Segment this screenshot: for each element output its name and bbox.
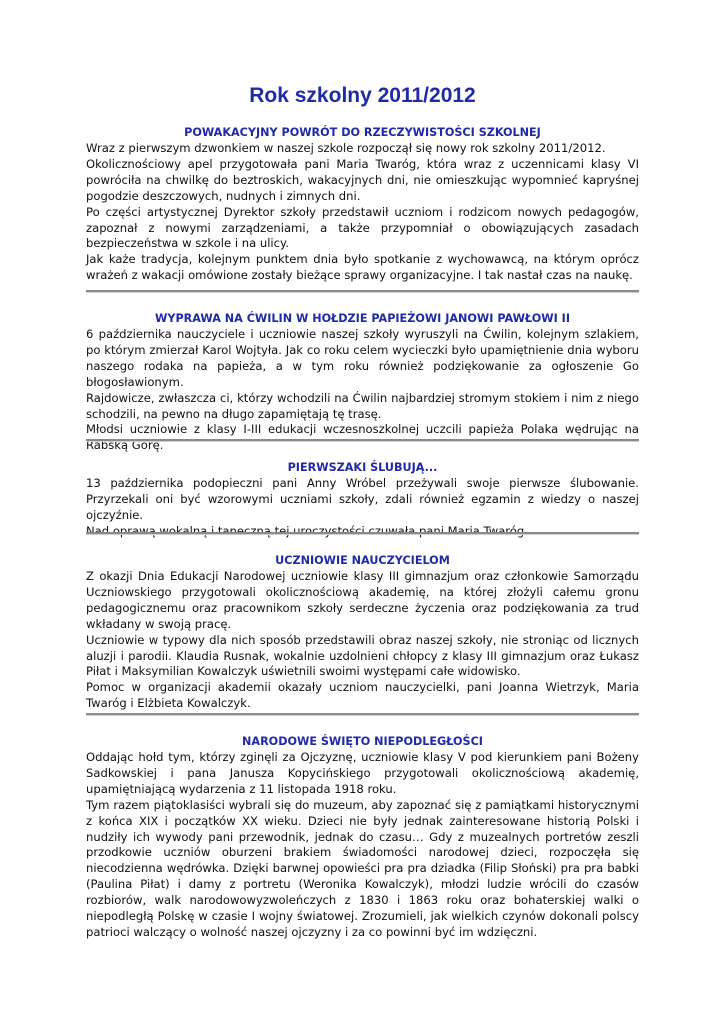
section-divider [86,439,639,442]
section-divider [86,532,639,535]
section-first-graders-oath [86,460,639,540]
paragraph: Pomoc w organizacji akademii okazały uczniom nauczycielki, pani Joanna Wietrzyk, Maria Twaróg i Elżbieta Kowalczyk. [86,680,639,711]
section-divider [86,713,639,716]
section-independence-day [86,734,639,941]
paragraph: Nad oprawą wokalną i taneczną tej uroczystości czuwała pani Maria Twaróg. [86,523,528,538]
paragraph: Wraz z pierwszym dzwonkiem w naszej szkole rozpoczął się nowy rok szkolny 2011/2012. [86,141,606,155]
paragraph: Jak każe tradycja, kolejnym punktem dnia było spotkanie z wychowawcą, na którym oprócz wrażeń z wakacji omówione zostały bieżące sprawy organizacyjne. I tak nastał czas na naukę. [86,252,639,283]
paragraph: 6 października nauczyciele i uczniowie naszej szkoły wyruszyli na Ćwilin, kolejnym szlakiem, po którym zmierzał Karol Wojtyła. Jak co roku celem wycieczki było upamiętnienie dnia wyboru naszego rodaka na papieża, a w tym roku również podziękowanie za ogłoszenie Go błogosławionym. [86,327,639,389]
section-heading: NARODOWE ŚWIĘTO NIEPODLEGŁOŚCI [242,735,483,748]
paragraph: Oddając hołd tym, którzy zginęli za Ojczyznę, uczniowie klasy V pod kierunkiem pani Bożeny Sadkowskiej i pana Janusza Kopycińskiego przygotowali okolicznościową akademię, upamiętniającą wydarzenia z 11 listopada 1918 roku. [86,750,639,796]
paragraph: Okolicznościowy apel przygotowała pani Maria Twaróg, która wraz z uczennicami klasy VI powróciła na chwilkę do beztroskich, wakacyjnych dni, nie omieszkując wypomnieć kapryśnej pogodzie deszczowych, nudnych i zimnych dni. [86,156,639,203]
paragraph: Z okazji Dnia Edukacji Narodowej uczniowie klasy III gimnazjum oraz członkowie Samorządu Uczniowskiego przygotowali okolicznościową akademię, na której złożyli całemu gronu pedagogicznemu oraz pracownikom szkoły serdeczne życzenia oraz podziękowania za trud wkładany w swoją pracę. [86,569,639,631]
section-divider [86,290,639,293]
section-back-to-school [86,125,639,284]
page-title: Rok szkolny 2011/2012 [249,84,476,107]
paragraph: 13 października podopieczni pani Anny Wróbel przeżywali swoje pierwsze ślubowanie. Przyrzekali oni być wzorowymi uczniami szkoły, zdali również egzamin z wiedzy o naszej ojczyźnie. [86,476,639,522]
paragraph: Rajdowicze, zwłaszcza ci, którzy wchodzili na Ćwilin najbardziej stromym stokiem i nim z niego schodzili, na pewno na długo zapamiętają tę trasę. [86,390,639,421]
paragraph: Tym razem piątoklasiści wybrali się do muzeum, aby zapoznać się z pamiątkami historycznymi z końca XIX i początków XX wieku. Dzieci nie były jednak zainteresowane historią Polski i nudziły ich wywody pani przewodnik, jednak do czasu… Gdy z muzealnych portretów zeszli przodkowie uczniów oburzeni brakiem świadomości narodowej dzieci, rozpoczęła się niecodzienna wędrówka. Dzięki barwnej opowieści pra pra dziadka (Filip Słoński) pra pra babki (Paulina Piłat) i damy z portretu (Weronika Kowalczyk), młodzi ludzie wrócili do czasów rozbiorów, walk narodowowyzwoleńczych z 1830 i 1863 roku oraz bohaterskiej walki o niepodległą Polskę w czasie I wojny światowej. Zrozumieli, jak wielkich czynów dokonali polscy patrioci walczący o wolność naszej ojczyzny i za co powinni być im wdzięczni. [86,797,639,939]
section-heading: POWAKACYJNY POWRÓT DO RZECZYWISTOŚCI SZKOLNEJ [184,126,541,139]
section-heading: PIERWSZAKI ŚLUBUJĄ... [287,461,438,474]
section-heading: UCZNIOWIE NAUCZYCIELOM [275,554,450,567]
paragraph: Po części artystycznej Dyrektor szkoły przedstawił uczniom i rodzicom nowych pedagogów, zapoznał z nowymi zarządzeniami, a także przypomniał o obowiązujących zasadach bezpieczeństwa w szkole i na ulicy. [86,204,639,251]
section-cwilin-trip [86,311,639,454]
paragraph: Młodsi uczniowie z klasy I-III edukacji wczesnoszkolnej uczcili papieża Polaka wędrując na Rabską Górę. [86,422,639,453]
paragraph: Uczniowie w typowy dla nich sposób przedstawili obraz naszej szkoły, nie stroniąc od licznych aluzji i parodii. Klaudia Rusnak, wokalnie uzdolnieni chłopcy z klasy III gimnazjum oraz Łukasz Piłat i Maksymilian Kowalczyk uświetnili swoimi występami całe widowisko. [86,632,639,679]
section-students-to-teachers [86,553,639,712]
section-heading: WYPRAWA NA ĆWILIN W HOŁDZIE PAPIEŻOWI JANOWI PAWŁOWI II [155,312,570,325]
